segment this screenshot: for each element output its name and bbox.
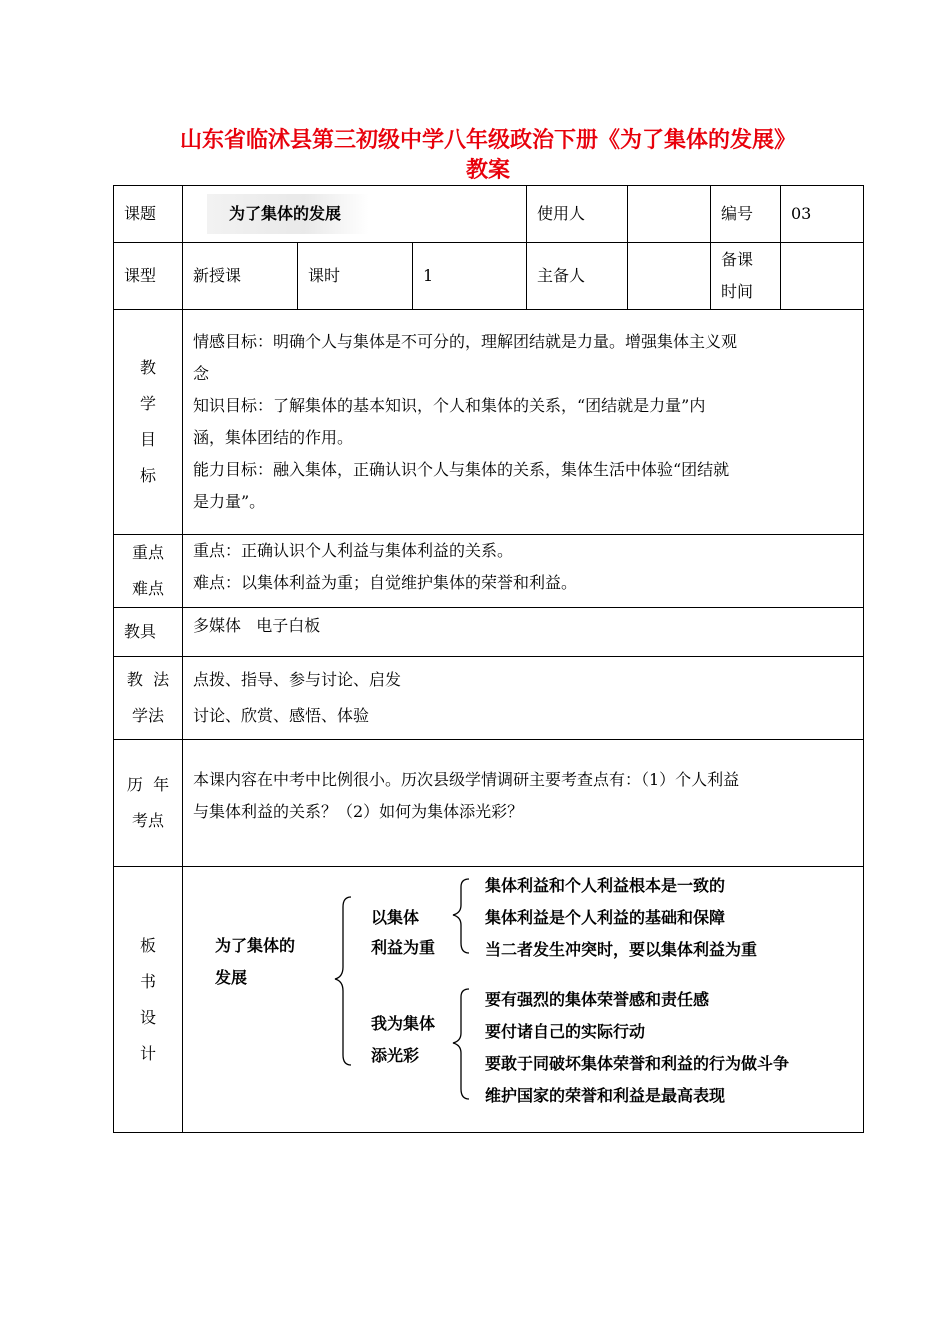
branch2-brace (453, 989, 469, 1099)
methods-content: 点拨、指导、参与讨论、启发 讨论、欣赏、感悟、体验 (183, 657, 864, 740)
tools-row (114, 608, 864, 657)
topic-row (114, 186, 864, 243)
type-label: 课型 (114, 243, 183, 310)
methods-row (114, 657, 864, 740)
branch2-title-line-2: 添光彩 (371, 1046, 420, 1065)
prep-time-label: 备课 时间 (711, 243, 781, 310)
branch1-title-line-1: 以集体 (371, 908, 420, 927)
number-value: 03 (781, 186, 864, 243)
key-points-content: 重点：正确认识个人利益与集体利益的关系。 难点：以集体利益为重；自觉维护集体的荣誉和利益。 (183, 535, 864, 608)
lesson-plan-table (113, 185, 864, 1133)
tools-value: 多媒体 电子白板 (183, 608, 864, 657)
branch2-item: 维护国家的荣誉和利益是最高表现 (485, 1086, 726, 1105)
user-value (628, 186, 711, 243)
preparer-value (628, 243, 711, 310)
exam-points-label: 历 年 考点 (114, 740, 183, 867)
key-points-label: 重点 难点 (114, 535, 183, 608)
board-design-row (114, 867, 864, 1133)
type-row (114, 243, 864, 310)
branch1-item: 集体利益是个人利益的基础和保障 (485, 908, 726, 927)
preparer-label: 主备人 (527, 243, 628, 310)
exam-points-content: 本课内容在中考中比例很小。历次县级学情调研主要考查点有：（1）个人利益 与集体利益的关系？（2）如何为集体添光彩？ (183, 740, 864, 867)
board-root-line-1: 为了集体的 (215, 936, 296, 955)
board-design-label: 板 书 设 计 (114, 867, 183, 1133)
board-design-diagram (183, 867, 863, 1129)
branch1-brace (453, 879, 469, 953)
title-line-2: 教案 (465, 158, 510, 183)
goals-label: 教 学 目 标 (114, 310, 183, 535)
board-root-line-2: 发展 (215, 968, 248, 987)
branch2-item: 要付诸自己的实际行动 (485, 1022, 646, 1041)
branch1-item: 集体利益和个人利益根本是一致的 (485, 876, 726, 895)
number-label: 编号 (711, 186, 781, 243)
hours-value: 1 (413, 243, 527, 310)
prep-time-value (781, 243, 864, 310)
goals-row (114, 310, 864, 535)
branch1-item: 当二者发生冲突时，要以集体利益为重 (485, 940, 758, 959)
methods-label: 教 法 学法 (114, 657, 183, 740)
goals-content: 情感目标：明确个人与集体是不可分的，理解团结就是力量。增强集体主义观 念 知识目标：了解集体的基本知识，个人和集体的关系，“团结就是力量”内 涵，集体团结的作用。 能力目标：融入集体，正确认识个人与集体的关系，集体生活中体验“团结就 是力量”。 (183, 310, 864, 535)
topic-label: 课题 (114, 186, 183, 243)
hours-label: 课时 (298, 243, 413, 310)
key-points-row (114, 535, 864, 608)
title-line-1: 山东省临沭县第三初级中学八年级政治下册《为了集体的发展》 (179, 128, 796, 153)
document-title (113, 126, 863, 186)
branch2-item: 要敢于同破坏集体荣誉和利益的行为做斗争 (485, 1054, 790, 1073)
tools-label: 教具 (114, 608, 183, 657)
exam-points-row (114, 740, 864, 867)
branch2-title-line-1: 我为集体 (371, 1014, 436, 1033)
user-label: 使用人 (527, 186, 628, 243)
topic-value: 为了集体的发展 (207, 194, 369, 234)
branch2-item: 要有强烈的集体荣誉感和责任感 (485, 990, 710, 1009)
root-brace (335, 897, 351, 1065)
type-value: 新授课 (183, 243, 298, 310)
branch1-title-line-2: 利益为重 (371, 938, 436, 957)
